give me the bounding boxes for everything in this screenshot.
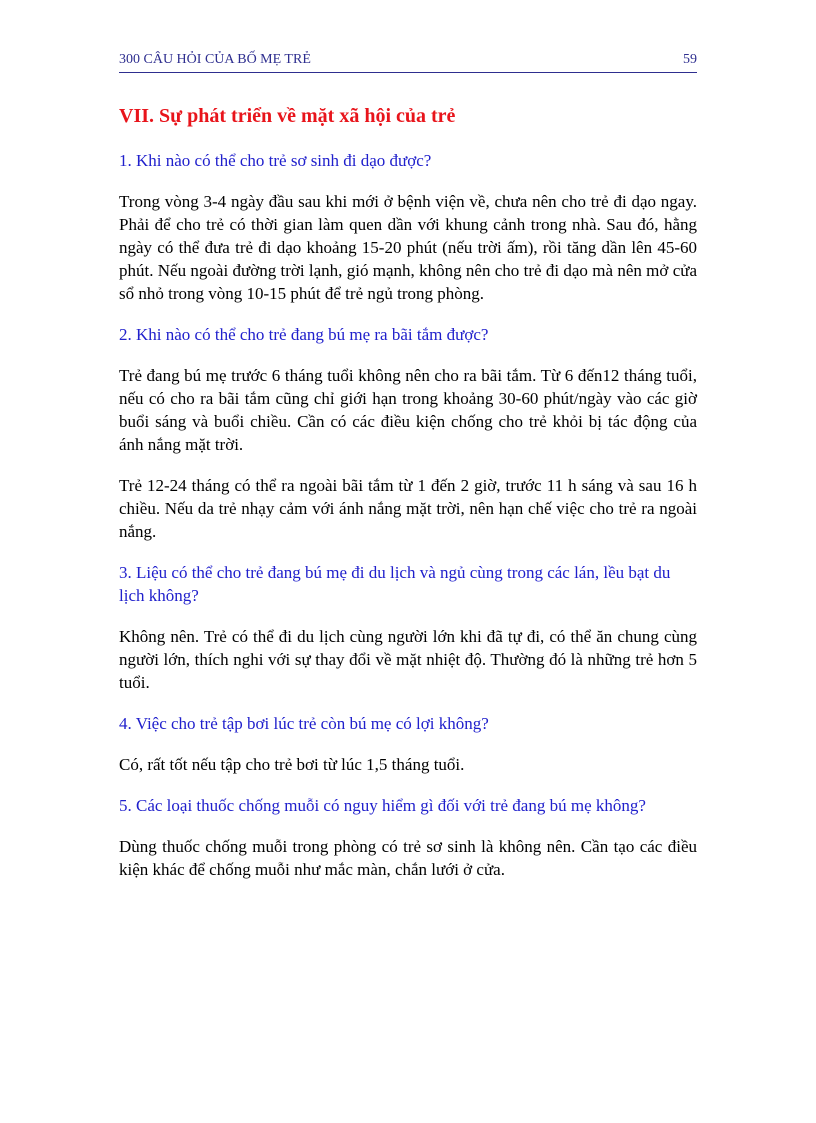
page-content — [119, 103, 697, 899]
answer-paragraph: Dùng thuốc chống muỗi trong phòng có trẻ sơ sinh là không nên. Cần tạo các điều kiện khác để chống muỗi như mắc màn, chắn lưới ở cửa. — [119, 837, 697, 879]
qa-item — [119, 323, 697, 543]
qa-item — [119, 561, 697, 694]
section-title: VII. Sự phát triển về mặt xã hội của trẻ — [119, 105, 456, 127]
question: 5. Các loại thuốc chống muỗi có nguy hiểm gì đối với trẻ đang bú mẹ không? — [119, 796, 646, 815]
answer-paragraph: Trong vòng 3-4 ngày đầu sau khi mới ở bệnh viện về, chưa nên cho trẻ đi dạo ngay. Phải để cho trẻ có thời gian làm quen dần với khung cảnh trong nhà. Sau đó, hằng ngày có thể đưa trẻ đi dạo khoảng 15-20 phút (nếu trời ấm), rồi tăng dần lên 45-60 phút. Nếu ngoài đường trời lạnh, gió mạnh, không nên cho trẻ đi dạo mà nên mở cửa sổ nhỏ trong vòng 10-15 phút để trẻ ngủ trong phòng. — [119, 192, 697, 303]
qa-item — [119, 794, 697, 881]
qa-item — [119, 149, 697, 305]
qa-item — [119, 712, 697, 776]
page-number: 59 — [683, 52, 697, 67]
answer-paragraph: Trẻ đang bú mẹ trước 6 tháng tuổi không nên cho ra bãi tắm. Từ 6 đến12 tháng tuổi, nếu có cho ra bãi tắm cũng chỉ giới hạn trong khoảng 30-60 phút/ngày vào các giờ buổi sáng và buổi chiều. Cần có các điều kiện chống cho trẻ khỏi bị tác động của ánh nắng mặt trời. — [119, 366, 697, 454]
question: 2. Khi nào có thể cho trẻ đang bú mẹ ra bãi tắm được? — [119, 325, 489, 344]
answer-paragraph: Trẻ 12-24 tháng có thể ra ngoài bãi tắm từ 1 đến 2 giờ, trước 11 h sáng và sau 16 h chiều. Nếu da trẻ nhạy cảm với ánh nắng mặt trời, nên hạn chế việc cho trẻ ra ngoài nắng. — [119, 476, 697, 541]
question: 4. Việc cho trẻ tập bơi lúc trẻ còn bú mẹ có lợi không? — [119, 714, 489, 733]
page-header — [119, 50, 697, 73]
answer-paragraph: Không nên. Trẻ có thể đi du lịch cùng người lớn khi đã tự đi, có thể ăn chung cùng người lớn, thích nghi với sự thay đổi về mặt nhiệt độ. Thường đó là những trẻ hơn 5 tuổi. — [119, 627, 697, 692]
question: 1. Khi nào có thể cho trẻ sơ sinh đi dạo được? — [119, 151, 432, 170]
answer-paragraph: Có, rất tốt nếu tập cho trẻ bơi từ lúc 1,5 tháng tuổi. — [119, 755, 465, 774]
book-title: 300 CÂU HỎI CỦA BỐ MẸ TRẺ — [119, 52, 311, 67]
question: 3. Liệu có thể cho trẻ đang bú mẹ đi du lịch và ngủ cùng trong các lán, lều bạt du lịch không? — [119, 563, 671, 605]
